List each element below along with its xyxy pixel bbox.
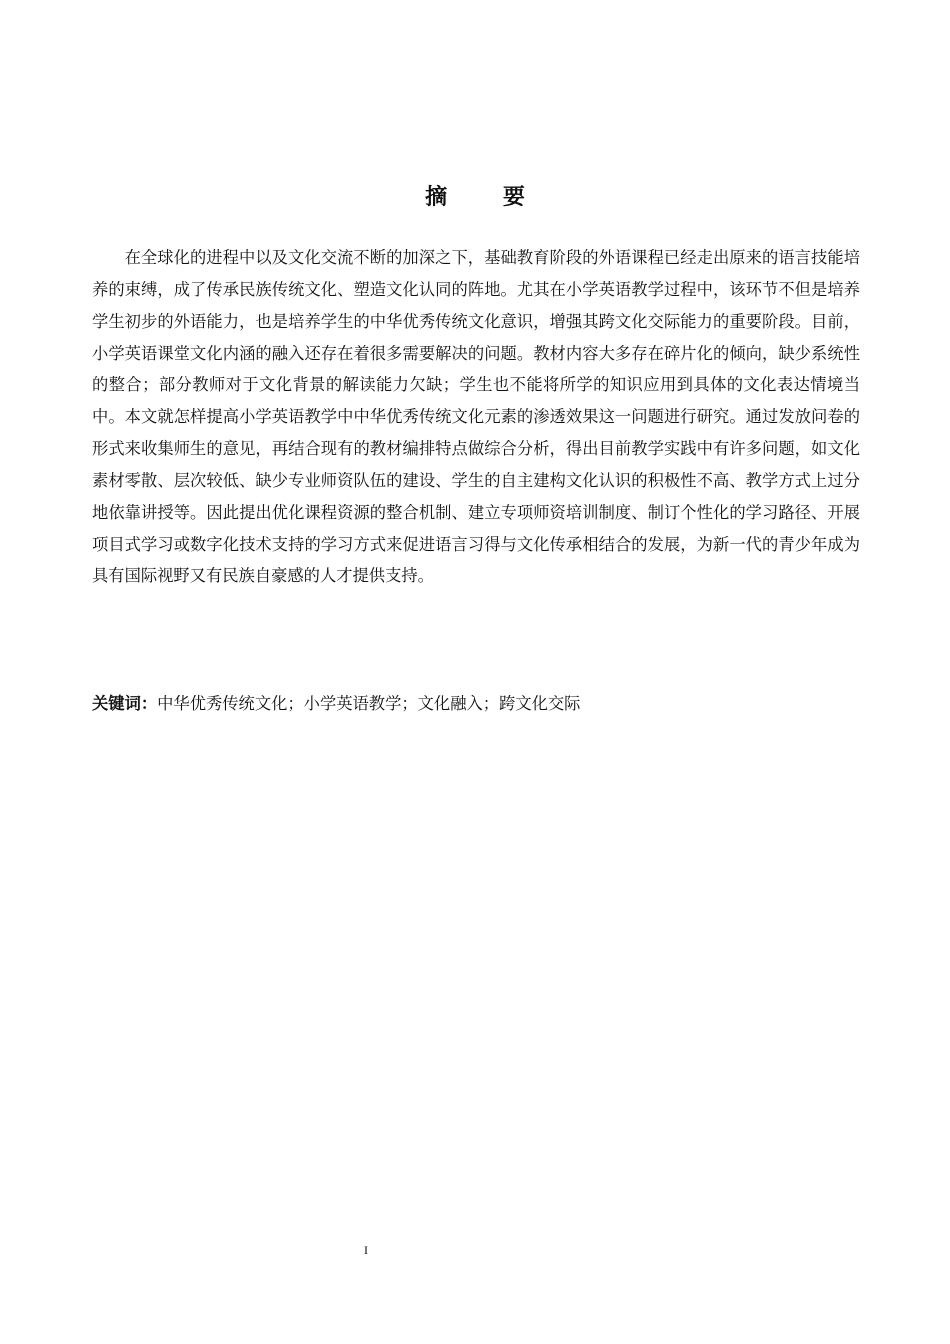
abstract-heading: 摘 要 xyxy=(425,185,549,210)
keywords-text: 中华优秀传统文化；小学英语教学；文化融入；跨文化交际 xyxy=(157,694,581,713)
page-number: I xyxy=(364,1243,368,1257)
keywords-line xyxy=(92,691,860,717)
abstract-body: 在全球化的进程中以及文化交流不断的加深之下，基础教育阶段的外语课程已经走出原来的语言技能培养的束缚，成了传承民族传统文化、塑造文化认同的阵地。尤其在小学英语教学过程中，该环节不但是培养学生初步的外语能力，也是培养学生的中华优秀传统文化意识，增强其跨文化交际能力的重要阶段。目前，小学英语课堂文化内涵的融入还存在着很多需要解决的问题。教材内容大多存在碎片化的倾向，缺少系统性的整合；部分教师对于文化背景的解读能力欠缺；学生也不能将所学的知识应用到具体的文化表达情境当中。本文就怎样提高小学英语教学中中华优秀传统文化元素的渗透效果这一问题进行研究。通过发放问卷的形式来收集师生的意见，再结合现有的教材编排特点做综合分析，得出目前教学实践中有许多问题，如文化素材零散、层次较低、缺少专业师资队伍的建设、学生的自主建构文化认识的积极性不高、教学方式上过分地依靠讲授等。因此提出优化课程资源的整合机制、建立专项师资培训制度、制订个性化的学习路径、开展项目式学习或数字化技术支持的学习方式来促进语言习得与文化传承相结合的发展，为新一代的青少年成为具有国际视野又有民族自豪感的人才提供支持。 xyxy=(92,248,860,586)
keywords-label: 关键词： xyxy=(92,694,158,713)
